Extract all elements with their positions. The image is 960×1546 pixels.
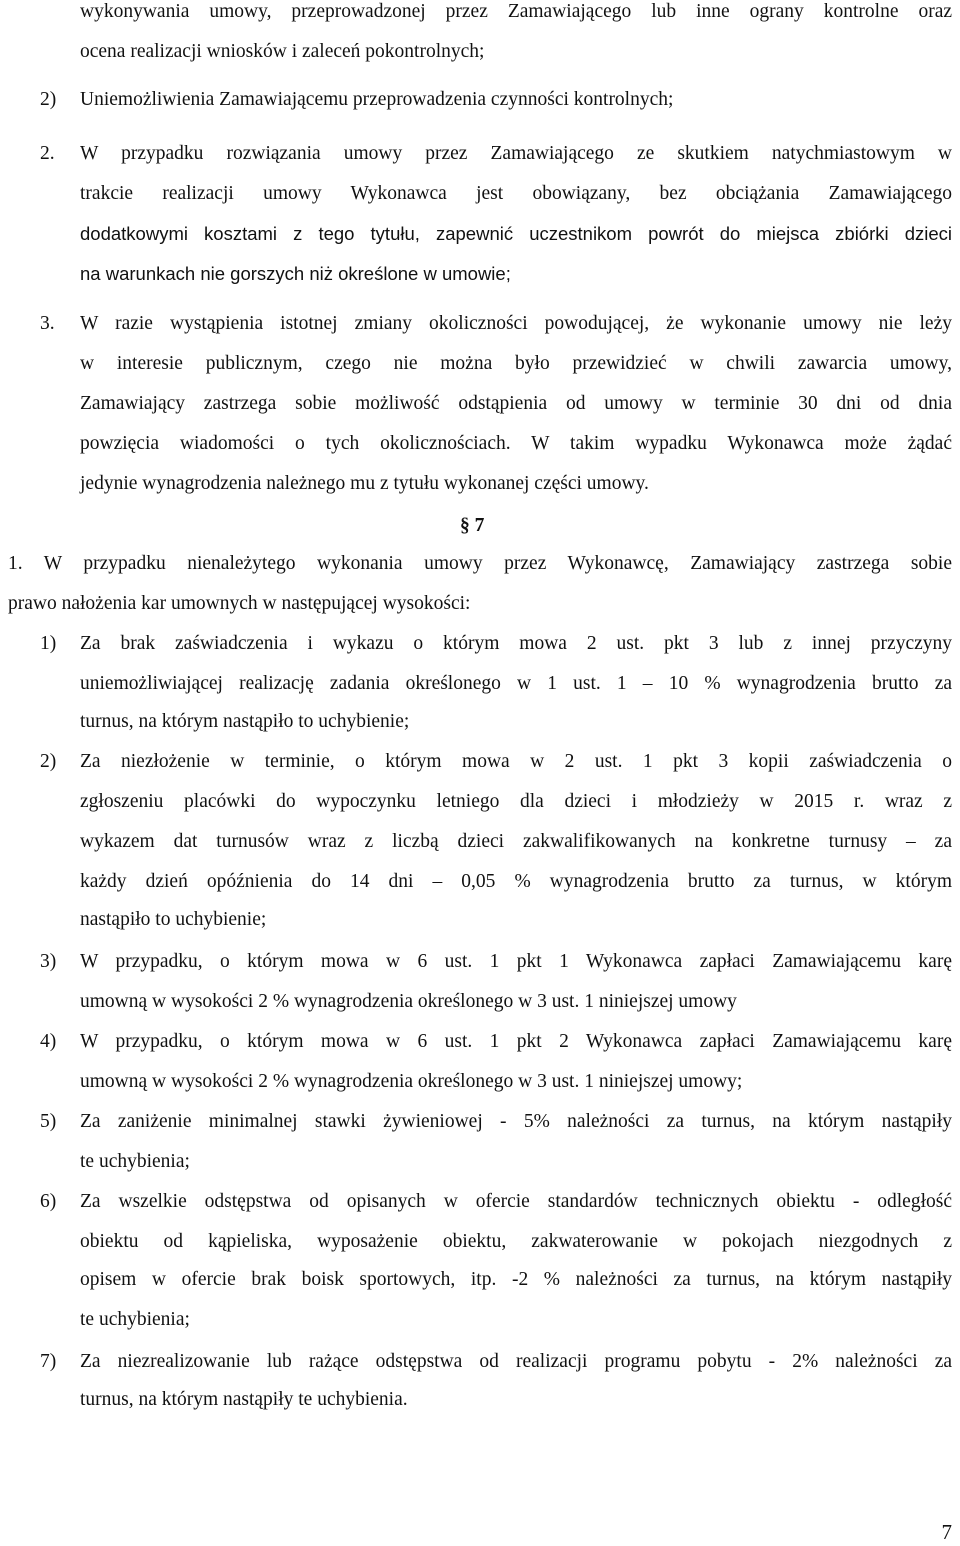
- intro-line-2: ocena realizacji wniosków i zaleceń pokontrolnych;: [80, 41, 485, 62]
- section-7-para-1-line-1: 1. W przypadku nienależytego wykonania umowy przez Wykonawcę, Zamawiający zastrzega sobie: [8, 553, 952, 574]
- paragraph-2-line-1: W przypadku rozwiązania umowy przez Zamawiającego ze skutkiem natychmiastowym w: [80, 143, 952, 164]
- item-1-number: 1): [40, 633, 57, 654]
- item-3-number: 3): [40, 951, 57, 972]
- page-number: 7: [941, 1520, 952, 1544]
- item-2-line-4: każdy dzień opóźnienia do 14 dni – 0,05 % wynagrodzenia brutto za turnus, w którym: [80, 871, 952, 892]
- item-3-line-1: W przypadku, o którym mowa w 6 ust. 1 pkt 1 Wykonawca zapłaci Zamawiającemu karę: [80, 951, 952, 972]
- item-4-line-2: umowną w wysokości 2 % wynagrodzenia określonego w 3 ust. 1 niniejszej umowy;: [80, 1071, 743, 1092]
- intro-item-number: 2): [40, 89, 57, 110]
- paragraph-3-line-2: w interesie publicznym, czego nie można było przewidzieć w chwili zawarcia umowy,: [80, 353, 952, 374]
- item-6-line-4: te uchybienia;: [80, 1309, 190, 1330]
- item-1-line-2: uniemożliwiającej realizację zadania określonego w 1 ust. 1 – 10 % wynagrodzenia brutto za: [80, 673, 952, 694]
- item-4-line-1: W przypadku, o którym mowa w 6 ust. 1 pkt 2 Wykonawca zapłaci Zamawiającemu karę: [80, 1031, 952, 1052]
- paragraph-3-line-4: powzięcia wiadomości o tych okolicznościach. W takim wypadku Wykonawca może żądać: [80, 433, 952, 454]
- paragraph-2-line-4: na warunkach nie gorszych niż określone w umowie;: [80, 263, 511, 284]
- item-2-line-1: Za niezłożenie w terminie, o którym mowa w 2 ust. 1 pkt 3 kopii zaświadczenia o: [80, 751, 952, 772]
- item-5-line-1: Za zaniżenie minimalnej stawki żywieniowej - 5% należności za turnus, na którym nastąpiły: [80, 1111, 952, 1132]
- item-5-line-2: te uchybienia;: [80, 1151, 190, 1172]
- item-4-number: 4): [40, 1031, 57, 1052]
- item-7-number: 7): [40, 1351, 57, 1372]
- item-1-line-3: turnus, na którym nastąpiło to uchybienie;: [80, 711, 410, 732]
- item-7-line-2: turnus, na którym nastąpiły te uchybienia.: [80, 1389, 408, 1410]
- item-6-line-2: obiektu od kąpieliska, wyposażenie obiektu, zakwaterowanie w pokojach niezgodnych z: [80, 1231, 952, 1252]
- intro-line-1: wykonywania umowy, przeprowadzonej przez Zamawiającego lub inne ograny kontrolne oraz: [80, 1, 952, 22]
- item-6-line-1: Za wszelkie odstępstwa od opisanych w ofercie standardów technicznych obiektu - odległość: [80, 1191, 952, 1212]
- paragraph-2-number: 2.: [40, 143, 55, 164]
- item-3-line-2: umowną w wysokości 2 % wynagrodzenia określonego w 3 ust. 1 niniejszej umowy: [80, 991, 737, 1012]
- intro-item-text: Uniemożliwienia Zamawiającemu przeprowadzenia czynności kontrolnych;: [80, 89, 674, 110]
- item-6-line-3: opisem w ofercie brak boisk sportowych, itp. -2 % należności za turnus, na którym nastąpiły: [80, 1269, 952, 1290]
- item-2-line-2: zgłoszeniu placówki do wypoczynku letniego dla dzieci i młodzieży w 2015 r. wraz z: [80, 791, 952, 812]
- section-heading: [460, 514, 484, 538]
- paragraph-2-line-2: trakcie realizacji umowy Wykonawca jest obowiązany, bez obciążania Zamawiającego: [80, 183, 952, 204]
- paragraph-3-number: 3.: [40, 313, 55, 334]
- item-6-number: 6): [40, 1191, 57, 1212]
- item-2-number: 2): [40, 751, 57, 772]
- item-2-line-3: wykazem dat turnusów wraz z liczbą dzieci zakwalifikowanych na konkretne turnusy – za: [80, 831, 952, 852]
- item-2-line-5: nastąpiło to uchybienie;: [80, 909, 267, 930]
- item-1-line-1: Za brak zaświadczenia i wykazu o którym mowa 2 ust. pkt 3 lub z innej przyczyny: [80, 633, 952, 654]
- item-7-line-1: Za niezrealizowanie lub rażące odstępstwa od realizacji programu pobytu - 2% należności za: [80, 1351, 952, 1372]
- section-7-para-1-line-2: prawo nałożenia kar umownych w następującej wysokości:: [8, 593, 471, 614]
- section-number: 7: [474, 515, 485, 536]
- paragraph-3-line-1: W razie wystąpienia istotnej zmiany okoliczności powodującej, że wykonanie umowy nie leży: [80, 313, 952, 334]
- paragraph-3-line-3: Zamawiający zastrzega sobie możliwość odstąpienia od umowy w terminie 30 dni od dnia: [80, 393, 952, 414]
- paragraph-2-line-3: dodatkowymi kosztami z tego tytułu, zapewnić uczestnikom powrót do miejsca zbiórki dzieci: [80, 223, 952, 244]
- item-5-number: 5): [40, 1111, 57, 1132]
- paragraph-3-line-5: jedynie wynagrodzenia należnego mu z tytułu wykonanej części umowy.: [80, 473, 649, 494]
- section-sign-icon: §: [460, 515, 475, 536]
